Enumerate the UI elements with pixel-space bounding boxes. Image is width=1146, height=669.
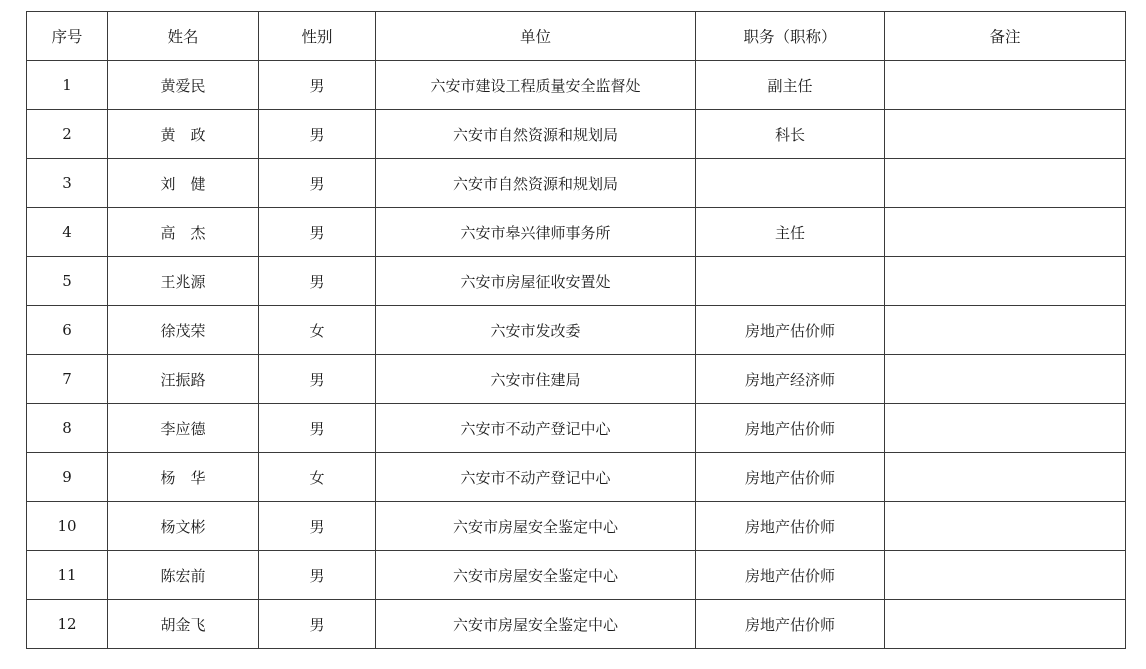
header-position: 职务（职称） [696, 12, 885, 61]
cell-remarks [885, 502, 1126, 551]
cell-gender: 男 [259, 404, 376, 453]
cell-position: 房地产估价师 [696, 306, 885, 355]
cell-unit: 六安市建设工程质量安全监督处 [376, 61, 696, 110]
table-row [27, 159, 1126, 208]
cell-remarks [885, 355, 1126, 404]
cell-unit: 六安市不动产登记中心 [376, 404, 696, 453]
cell-gender: 男 [259, 110, 376, 159]
cell-position: 房地产估价师 [696, 453, 885, 502]
cell-position: 房地产估价师 [696, 404, 885, 453]
cell-serial-number: 1 [27, 61, 108, 110]
cell-position [696, 159, 885, 208]
cell-unit: 六安市房屋安全鉴定中心 [376, 551, 696, 600]
cell-gender: 男 [259, 257, 376, 306]
cell-position: 副主任 [696, 61, 885, 110]
cell-name: 陈宏前 [108, 551, 259, 600]
table-row [27, 502, 1126, 551]
cell-remarks [885, 551, 1126, 600]
header-remarks: 备注 [885, 12, 1126, 61]
table-row [27, 208, 1126, 257]
cell-unit: 六安市自然资源和规划局 [376, 159, 696, 208]
cell-position: 房地产估价师 [696, 600, 885, 649]
cell-remarks [885, 600, 1126, 649]
cell-remarks [885, 159, 1126, 208]
cell-remarks [885, 453, 1126, 502]
cell-gender: 男 [259, 600, 376, 649]
cell-position: 房地产经济师 [696, 355, 885, 404]
cell-gender: 女 [259, 306, 376, 355]
cell-serial-number: 5 [27, 257, 108, 306]
cell-serial-number: 3 [27, 159, 108, 208]
cell-name: 高 杰 [108, 208, 259, 257]
cell-gender: 女 [259, 453, 376, 502]
cell-gender: 男 [259, 159, 376, 208]
cell-remarks [885, 306, 1126, 355]
cell-serial-number: 7 [27, 355, 108, 404]
cell-position [696, 257, 885, 306]
cell-unit: 六安市房屋征收安置处 [376, 257, 696, 306]
cell-unit: 六安市不动产登记中心 [376, 453, 696, 502]
header-unit: 单位 [376, 12, 696, 61]
header-serial-number: 序号 [27, 12, 108, 61]
cell-gender: 男 [259, 551, 376, 600]
cell-remarks [885, 208, 1126, 257]
cell-name: 汪振路 [108, 355, 259, 404]
header-gender: 性别 [259, 12, 376, 61]
cell-serial-number: 10 [27, 502, 108, 551]
cell-unit: 六安市发改委 [376, 306, 696, 355]
cell-name: 黄 政 [108, 110, 259, 159]
cell-position: 科长 [696, 110, 885, 159]
table-row [27, 61, 1126, 110]
cell-serial-number: 8 [27, 404, 108, 453]
cell-name: 杨文彬 [108, 502, 259, 551]
cell-gender: 男 [259, 208, 376, 257]
table-row [27, 404, 1126, 453]
cell-gender: 男 [259, 502, 376, 551]
cell-position: 主任 [696, 208, 885, 257]
cell-serial-number: 6 [27, 306, 108, 355]
cell-remarks [885, 110, 1126, 159]
table-row [27, 110, 1126, 159]
table-row [27, 306, 1126, 355]
cell-serial-number: 11 [27, 551, 108, 600]
cell-position: 房地产估价师 [696, 502, 885, 551]
table-row [27, 257, 1126, 306]
cell-remarks [885, 61, 1126, 110]
cell-serial-number: 9 [27, 453, 108, 502]
cell-position: 房地产估价师 [696, 551, 885, 600]
header-name: 姓名 [108, 12, 259, 61]
cell-remarks [885, 257, 1126, 306]
table-row [27, 453, 1126, 502]
cell-gender: 男 [259, 355, 376, 404]
cell-serial-number: 12 [27, 600, 108, 649]
cell-name: 杨 华 [108, 453, 259, 502]
personnel-table [26, 11, 1126, 649]
cell-name: 徐茂荣 [108, 306, 259, 355]
cell-name: 胡金飞 [108, 600, 259, 649]
cell-serial-number: 4 [27, 208, 108, 257]
cell-remarks [885, 404, 1126, 453]
table-header-row [27, 12, 1126, 61]
cell-name: 黄爱民 [108, 61, 259, 110]
cell-unit: 六安市自然资源和规划局 [376, 110, 696, 159]
table-row [27, 551, 1126, 600]
cell-unit: 六安市房屋安全鉴定中心 [376, 600, 696, 649]
cell-serial-number: 2 [27, 110, 108, 159]
table-row [27, 355, 1126, 404]
cell-gender: 男 [259, 61, 376, 110]
cell-name: 刘 健 [108, 159, 259, 208]
cell-unit: 六安市住建局 [376, 355, 696, 404]
cell-unit: 六安市皋兴律师事务所 [376, 208, 696, 257]
cell-name: 王兆源 [108, 257, 259, 306]
cell-name: 李应德 [108, 404, 259, 453]
cell-unit: 六安市房屋安全鉴定中心 [376, 502, 696, 551]
table-row [27, 600, 1126, 649]
